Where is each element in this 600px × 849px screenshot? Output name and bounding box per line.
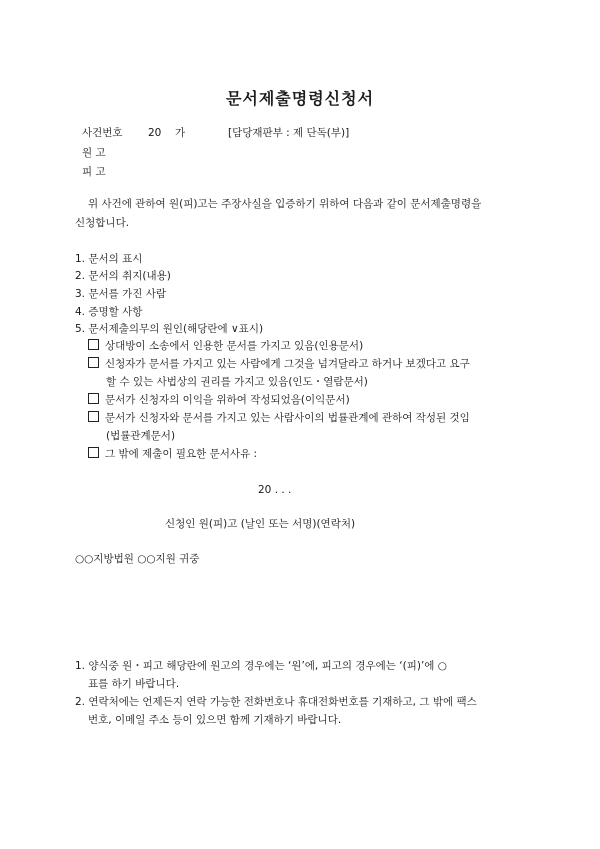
checkbox[interactable] — [88, 411, 99, 422]
checkbox[interactable] — [88, 447, 99, 458]
note-2-line-1: 2. 연락처에는 언제든지 연락 가능한 전화번호나 휴대전화번호를 기재하고, 그 밖에 팩스 — [75, 696, 477, 708]
option-legal-relation-document — [88, 411, 470, 425]
option-interest-document — [88, 393, 350, 407]
option-label: 문서가 신청자와 문서를 가지고 있는 사람사이의 법률관계에 관하여 작성된 것임 — [105, 412, 470, 424]
case-year: 20 — [148, 127, 162, 139]
item-2: 2. 문서의 취지(내용) — [75, 270, 171, 282]
court-addressee: ○○지방법원 ○○지원 귀중 — [75, 553, 200, 565]
note-1-line-2: 표를 하기 바랍니다. — [88, 678, 180, 690]
document-title: 문서제출명령신청서 — [225, 89, 375, 108]
checkbox[interactable] — [88, 393, 99, 404]
case-type: 가 — [175, 127, 186, 139]
checkbox[interactable] — [88, 339, 99, 350]
division-field: [담당재판부 : 제 단독(부)] — [228, 127, 350, 139]
checkbox[interactable] — [88, 357, 99, 368]
note-1-line-1: 1. 양식중 원・피고 해당란에 원고의 경우에는 ‘원’에, 피고의 경우에는 ‘(피)’에 ○ — [75, 660, 447, 672]
case-number-label: 사건번호 — [82, 127, 123, 139]
option-label: 신청자가 문서를 가지고 있는 사람에게 그것을 넘겨달라고 하거나 보겠다고 요구 — [105, 358, 470, 370]
intro-line-1: 위 사건에 관하여 원(피)고는 주장사실을 입증하기 위하여 다음과 같이 문서제출명령을 — [88, 198, 482, 210]
option-delivery-document — [88, 357, 470, 371]
note-2-line-2: 번호, 이메일 주소 등이 있으면 함께 기재하기 바랍니다. — [88, 714, 342, 726]
item-4: 4. 증명할 사항 — [75, 306, 143, 318]
option-legal-relation-document-cont: (법률관계문서) — [106, 430, 176, 442]
item-3: 3. 문서를 가진 사람 — [75, 288, 167, 300]
option-label: 상대방이 소송에서 인용한 문서를 가지고 있음(인용문서) — [105, 340, 364, 352]
date-line: 20 . . . — [258, 484, 292, 496]
option-label: 문서가 신청자의 이익을 위하여 작성되었음(이익문서) — [105, 394, 350, 406]
item-5: 5. 문서제출의무의 원인(해당란에 ∨표시) — [75, 323, 264, 335]
option-label: 그 밖에 제출이 필요한 문서사유 : — [105, 448, 258, 460]
item-1: 1. 문서의 표시 — [75, 253, 143, 265]
defendant-label: 피 고 — [82, 166, 106, 178]
intro-line-2: 신청합니다. — [75, 217, 130, 229]
plaintiff-label: 원 고 — [82, 147, 106, 159]
option-other-reason — [88, 447, 257, 461]
applicant-line: 신청인 원(피)고 (날인 또는 서명)(연락처) — [165, 518, 356, 530]
option-reference-document — [88, 339, 363, 353]
option-delivery-document-cont: 할 수 있는 사법상의 권리를 가지고 있음(인도・열람문서) — [106, 376, 368, 388]
